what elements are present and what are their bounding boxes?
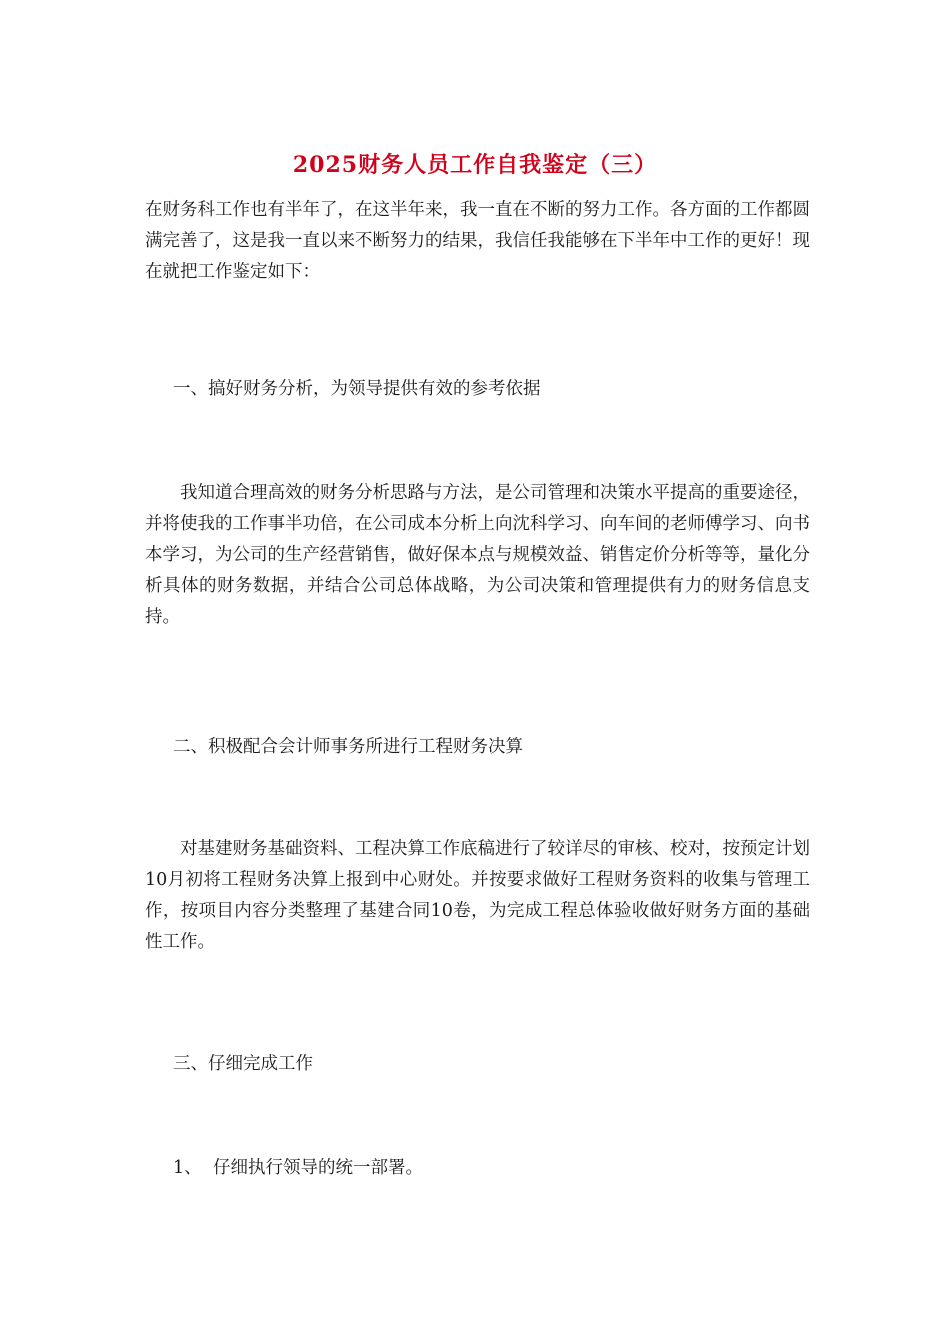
section-2-heading: 二、积极配合会计师事务所进行工程财务决算 [173,737,523,757]
list-item-number: 1、 [173,1158,202,1178]
list-item [173,1153,423,1184]
section-1-body: 我知道合理高效的财务分析思路与方法，是公司管理和决策水平提高的重要途径，并将使我的工作事半功倍，在公司成本分析上向沈科学习、向车间的老师傅学习、向书本学习，为公司的生产经营销售，做好保本点与规模效益、销售定价分析等等，量化分析具体的财务数据，并结合公司总体战略，为公司决策和管理提供有力的财务信息支持。 [145,483,810,627]
list-item-text: 仔细执行领导的统一部署。 [213,1158,423,1178]
document-title: 2025财务人员工作自我鉴定（三） [292,152,658,178]
section-1-heading: 一、搞好财务分析，为领导提供有效的参考依据 [173,379,541,399]
intro-paragraph: 在财务科工作也有半年了，在这半年来，我一直在不断的努力工作。各方面的工作都圆满完善了，这是我一直以来不断努力的结果，我信任我能够在下半年中工作的更好！现在就把工作鉴定如下： [145,200,810,282]
section-3-heading: 三、仔细完成工作 [173,1054,313,1074]
section-2-body: 对基建财务基础资料、工程决算工作底稿进行了较详尽的审核、校对，按预定计划10月初将工程财务决算上报到中心财处。并按要求做好工程财务资料的收集与管理工作，按项目内容分类整理了基建合同10卷，为完成工程总体验收做好财务方面的基础性工作。 [145,839,810,952]
